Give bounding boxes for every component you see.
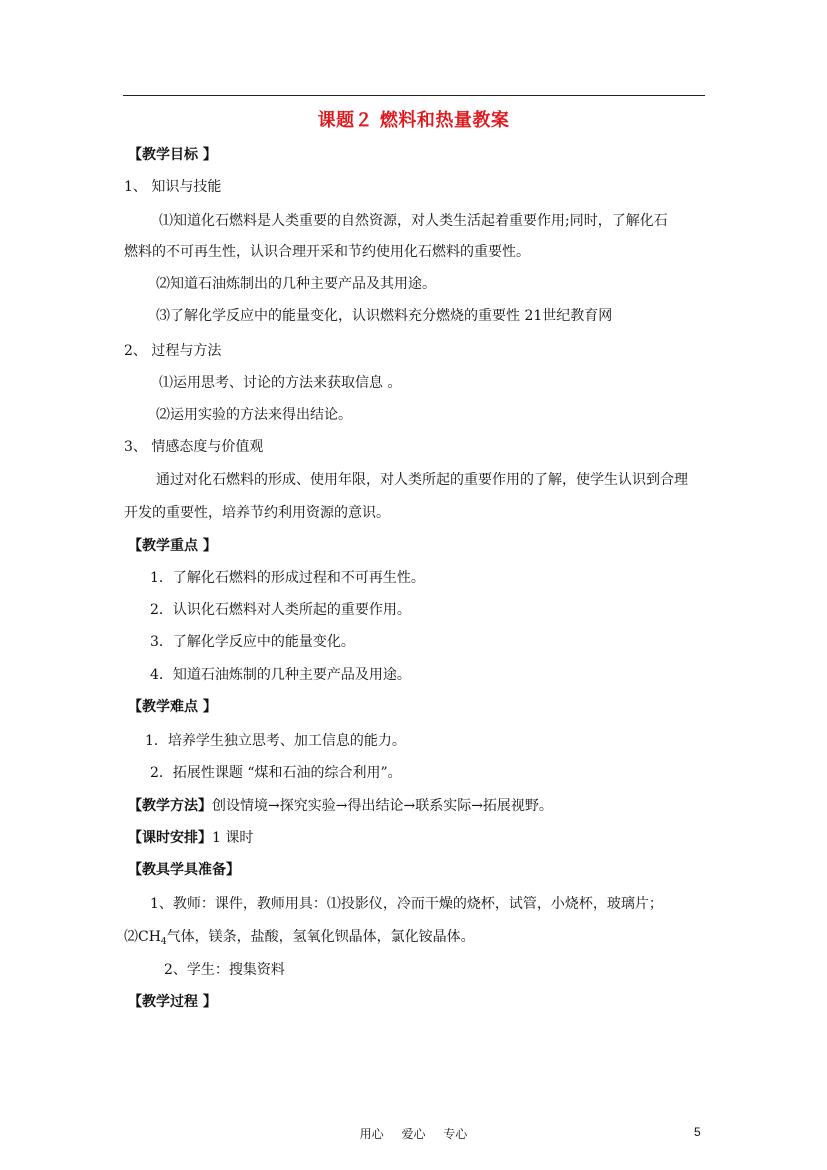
paragraph-line: ⑴知道化石燃料是人类重要的自然资源，对人类生活起着重要作用;同时，了解化石 [159, 213, 668, 229]
page-number: 5 [694, 1125, 701, 1139]
mat2-prefix: ⑵CH [124, 929, 161, 945]
paragraph-line: ⑶了解化学反应中的能量变化，认识燃料充分燃烧的重要性 21世纪教育网 [156, 308, 613, 324]
objectives-heading: 【教学目标 】 [128, 147, 217, 163]
paragraph-line: 燃料的不可再生性，认识合理开采和节约使用化石燃料的重要性。 [124, 244, 530, 260]
paragraph-line: 开发的重要性，培养节约利用资源的意识。 [124, 505, 390, 521]
methods-text: 创设情境→探究实验→得出结论→联系实际→拓展视野。 [212, 798, 553, 814]
schedule-line [128, 829, 253, 847]
paragraph-line: 通过对化石燃料的形成、使用年限，对人类所起的重要作用的了解，使学生认识到合理 [156, 472, 688, 488]
list-item: 3．了解化学反应中的能量变化。 [150, 634, 355, 650]
header-rule [123, 95, 705, 96]
methods-label: 【教学方法】 [128, 798, 212, 814]
list-item: 1．了解化石燃料的形成过程和不可再生性。 [150, 570, 425, 586]
schedule-text: 1 课时 [212, 830, 254, 846]
process-heading: 【教学过程 】 [128, 994, 217, 1010]
list-item: 2．拓展性课题 “煤和石油的综合利用”。 [150, 765, 402, 781]
subscript-4: 4 [160, 937, 167, 947]
list-item: 1、教师：课件，教师用具：⑴投影仪，冷而干燥的烧杯，试管，小烧杯，玻璃片； [150, 896, 663, 912]
section-1-heading: 1、 知识与技能 [124, 179, 222, 195]
list-item: 1．培养学生独立思考、加工信息的能力。 [145, 733, 406, 749]
schedule-label: 【课时安排】 [128, 830, 212, 846]
section-2-heading: 2、 过程与方法 [124, 343, 222, 359]
paragraph-line: ⑵知道石油炼制出的几种主要产品及其用途。 [156, 276, 436, 292]
paragraph-line: ⑴运用思考、讨论的方法来获取信息 。 [159, 375, 402, 391]
key-points-heading: 【教学重点 】 [128, 538, 217, 554]
mat2-text: 气体，镁条，盐酸，氢氧化钡晶体，氯化铵晶体。 [166, 929, 475, 945]
list-item [124, 928, 475, 946]
difficulties-heading: 【教学难点 】 [128, 699, 217, 715]
list-item: 2．认识化石燃料对人类所起的重要作用。 [150, 602, 411, 618]
list-item: 4．知道石油炼制的几种主要产品及用途。 [150, 667, 411, 683]
materials-heading: 【教具学具准备】 [128, 862, 240, 878]
list-item: 2、学生：搜集资料 [164, 962, 285, 978]
footer-motto: 用心 爱心 专心 [359, 1127, 468, 1141]
methods-line [128, 797, 553, 815]
paragraph-line: ⑵运用实验的方法来得出结论。 [156, 407, 352, 423]
document-title: 课题２ 燃料和热量教案 [317, 110, 510, 131]
section-3-heading: 3、 情感态度与价值观 [124, 439, 264, 455]
